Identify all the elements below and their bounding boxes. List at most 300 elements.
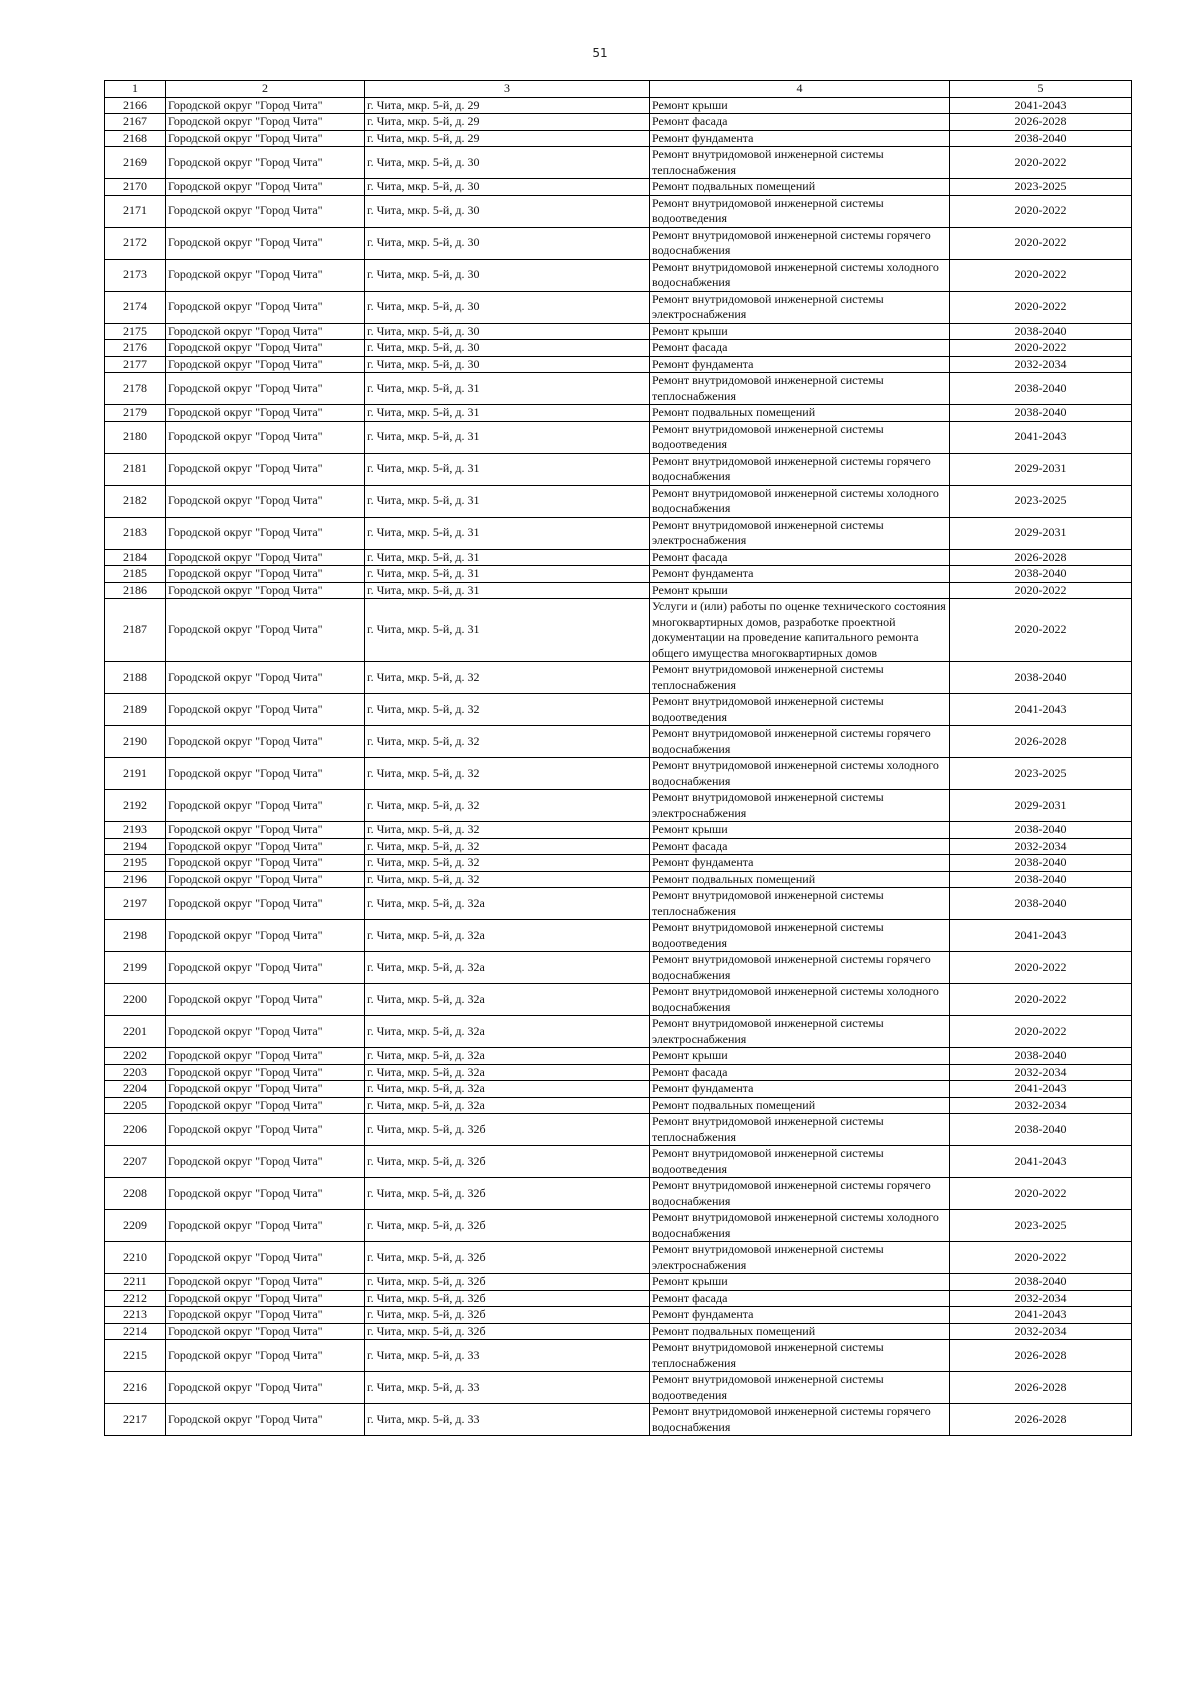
row-number: 2207 bbox=[105, 1146, 166, 1178]
row-number: 2188 bbox=[105, 662, 166, 694]
row-number: 2206 bbox=[105, 1114, 166, 1146]
work-type-cell: Ремонт внутридомовой инженерной системы холодного водоснабжения bbox=[650, 758, 950, 790]
municipality-cell: Городской округ "Город Чита" bbox=[166, 1274, 365, 1291]
table-row bbox=[105, 1323, 1132, 1340]
address-cell: г. Чита, мкр. 5-й, д. 30 bbox=[365, 291, 650, 323]
row-number: 2171 bbox=[105, 195, 166, 227]
row-number: 2168 bbox=[105, 130, 166, 147]
municipality-cell: Городской округ "Город Чита" bbox=[166, 1178, 365, 1210]
table-row bbox=[105, 694, 1132, 726]
table-row bbox=[105, 871, 1132, 888]
table-row bbox=[105, 179, 1132, 196]
column-header: 1 bbox=[105, 81, 166, 98]
municipality-cell: Городской округ "Город Чита" bbox=[166, 195, 365, 227]
work-type-cell: Ремонт фундамента bbox=[650, 130, 950, 147]
period-cell: 2020-2022 bbox=[950, 1178, 1132, 1210]
work-type-cell: Ремонт фундамента bbox=[650, 855, 950, 872]
municipality-cell: Городской округ "Город Чита" bbox=[166, 1340, 365, 1372]
row-number: 2184 bbox=[105, 549, 166, 566]
address-cell: г. Чита, мкр. 5-й, д. 30 bbox=[365, 195, 650, 227]
table-row bbox=[105, 114, 1132, 131]
period-cell: 2041-2043 bbox=[950, 694, 1132, 726]
table-body bbox=[105, 97, 1132, 1436]
period-cell: 2038-2040 bbox=[950, 1274, 1132, 1291]
work-type-cell: Ремонт внутридомовой инженерной системы электроснабжения bbox=[650, 1242, 950, 1274]
municipality-cell: Городской округ "Город Чита" bbox=[166, 1404, 365, 1436]
municipality-cell: Городской округ "Город Чита" bbox=[166, 984, 365, 1016]
row-number: 2208 bbox=[105, 1178, 166, 1210]
municipality-cell: Городской округ "Город Чита" bbox=[166, 1307, 365, 1324]
municipality-cell: Городской округ "Город Чита" bbox=[166, 1081, 365, 1098]
row-number: 2202 bbox=[105, 1048, 166, 1065]
row-number: 2177 bbox=[105, 356, 166, 373]
municipality-cell: Городской округ "Город Чита" bbox=[166, 340, 365, 357]
municipality-cell: Городской округ "Город Чита" bbox=[166, 1114, 365, 1146]
table-row bbox=[105, 726, 1132, 758]
municipality-cell: Городской округ "Город Чита" bbox=[166, 952, 365, 984]
table-row bbox=[105, 1097, 1132, 1114]
period-cell: 2020-2022 bbox=[950, 984, 1132, 1016]
municipality-cell: Городской округ "Город Чита" bbox=[166, 871, 365, 888]
address-cell: г. Чита, мкр. 5-й, д. 30 bbox=[365, 323, 650, 340]
period-cell: 2020-2022 bbox=[950, 1242, 1132, 1274]
period-cell: 2041-2043 bbox=[950, 920, 1132, 952]
row-number: 2211 bbox=[105, 1274, 166, 1291]
table-row bbox=[105, 599, 1132, 662]
work-type-cell: Ремонт фундамента bbox=[650, 356, 950, 373]
work-type-cell: Ремонт крыши bbox=[650, 582, 950, 599]
table-row bbox=[105, 1340, 1132, 1372]
row-number: 2198 bbox=[105, 920, 166, 952]
address-cell: г. Чита, мкр. 5-й, д. 32а bbox=[365, 984, 650, 1016]
address-cell: г. Чита, мкр. 5-й, д. 33 bbox=[365, 1340, 650, 1372]
work-type-cell: Ремонт внутридомовой инженерной системы водоотведения bbox=[650, 195, 950, 227]
work-type-cell: Ремонт крыши bbox=[650, 1048, 950, 1065]
row-number: 2196 bbox=[105, 871, 166, 888]
period-cell: 2032-2034 bbox=[950, 1064, 1132, 1081]
work-type-cell: Ремонт подвальных помещений bbox=[650, 179, 950, 196]
row-number: 2173 bbox=[105, 259, 166, 291]
period-cell: 2032-2034 bbox=[950, 356, 1132, 373]
address-cell: г. Чита, мкр. 5-й, д. 32а bbox=[365, 888, 650, 920]
row-number: 2209 bbox=[105, 1210, 166, 1242]
municipality-cell: Городской округ "Город Чита" bbox=[166, 130, 365, 147]
address-cell: г. Чита, мкр. 5-й, д. 32 bbox=[365, 855, 650, 872]
work-type-cell: Ремонт внутридомовой инженерной системы водоотведения bbox=[650, 1372, 950, 1404]
period-cell: 2038-2040 bbox=[950, 662, 1132, 694]
address-cell: г. Чита, мкр. 5-й, д. 32 bbox=[365, 726, 650, 758]
address-cell: г. Чита, мкр. 5-й, д. 32б bbox=[365, 1114, 650, 1146]
municipality-cell: Городской округ "Город Чита" bbox=[166, 726, 365, 758]
work-type-cell: Ремонт крыши bbox=[650, 97, 950, 114]
address-cell: г. Чита, мкр. 5-й, д. 31 bbox=[365, 421, 650, 453]
address-cell: г. Чита, мкр. 5-й, д. 33 bbox=[365, 1372, 650, 1404]
table-row bbox=[105, 195, 1132, 227]
period-cell: 2038-2040 bbox=[950, 373, 1132, 405]
table-row bbox=[105, 356, 1132, 373]
municipality-cell: Городской округ "Город Чита" bbox=[166, 1097, 365, 1114]
work-type-cell: Ремонт крыши bbox=[650, 822, 950, 839]
row-number: 2214 bbox=[105, 1323, 166, 1340]
table-row bbox=[105, 1210, 1132, 1242]
address-cell: г. Чита, мкр. 5-й, д. 31 bbox=[365, 517, 650, 549]
row-number: 2194 bbox=[105, 838, 166, 855]
row-number: 2216 bbox=[105, 1372, 166, 1404]
table-row bbox=[105, 1114, 1132, 1146]
municipality-cell: Городской округ "Город Чита" bbox=[166, 356, 365, 373]
municipality-cell: Городской округ "Город Чита" bbox=[166, 421, 365, 453]
municipality-cell: Городской округ "Город Чита" bbox=[166, 259, 365, 291]
period-cell: 2020-2022 bbox=[950, 147, 1132, 179]
row-number: 2203 bbox=[105, 1064, 166, 1081]
address-cell: г. Чита, мкр. 5-й, д. 32а bbox=[365, 1048, 650, 1065]
period-cell: 2038-2040 bbox=[950, 871, 1132, 888]
row-number: 2191 bbox=[105, 758, 166, 790]
row-number: 2192 bbox=[105, 790, 166, 822]
table-row bbox=[105, 566, 1132, 583]
table-row bbox=[105, 147, 1132, 179]
table-row bbox=[105, 1048, 1132, 1065]
address-cell: г. Чита, мкр. 5-й, д. 31 bbox=[365, 485, 650, 517]
row-number: 2167 bbox=[105, 114, 166, 131]
address-cell: г. Чита, мкр. 5-й, д. 32 bbox=[365, 694, 650, 726]
row-number: 2176 bbox=[105, 340, 166, 357]
table-row bbox=[105, 822, 1132, 839]
period-cell: 2029-2031 bbox=[950, 517, 1132, 549]
municipality-cell: Городской округ "Город Чита" bbox=[166, 485, 365, 517]
table-row bbox=[105, 1372, 1132, 1404]
municipality-cell: Городской округ "Город Чита" bbox=[166, 758, 365, 790]
table-row bbox=[105, 582, 1132, 599]
work-type-cell: Ремонт внутридомовой инженерной системы теплоснабжения bbox=[650, 1114, 950, 1146]
row-number: 2195 bbox=[105, 855, 166, 872]
table-row bbox=[105, 952, 1132, 984]
address-cell: г. Чита, мкр. 5-й, д. 32 bbox=[365, 822, 650, 839]
address-cell: г. Чита, мкр. 5-й, д. 31 bbox=[365, 566, 650, 583]
period-cell: 2038-2040 bbox=[950, 130, 1132, 147]
municipality-cell: Городской округ "Город Чита" bbox=[166, 822, 365, 839]
period-cell: 2020-2022 bbox=[950, 582, 1132, 599]
work-type-cell: Ремонт фундамента bbox=[650, 1307, 950, 1324]
work-type-cell: Ремонт фасада bbox=[650, 1064, 950, 1081]
municipality-cell: Городской округ "Город Чита" bbox=[166, 920, 365, 952]
period-cell: 2020-2022 bbox=[950, 227, 1132, 259]
row-number: 2180 bbox=[105, 421, 166, 453]
address-cell: г. Чита, мкр. 5-й, д. 29 bbox=[365, 97, 650, 114]
work-type-cell: Ремонт фасада bbox=[650, 1290, 950, 1307]
municipality-cell: Городской округ "Город Чита" bbox=[166, 147, 365, 179]
address-cell: г. Чита, мкр. 5-й, д. 32 bbox=[365, 662, 650, 694]
row-number: 2170 bbox=[105, 179, 166, 196]
table-row bbox=[105, 291, 1132, 323]
row-number: 2190 bbox=[105, 726, 166, 758]
municipality-cell: Городской округ "Город Чита" bbox=[166, 1323, 365, 1340]
address-cell: г. Чита, мкр. 5-й, д. 32 bbox=[365, 871, 650, 888]
address-cell: г. Чита, мкр. 5-й, д. 30 bbox=[365, 259, 650, 291]
municipality-cell: Городской округ "Город Чита" bbox=[166, 1242, 365, 1274]
municipality-cell: Городской округ "Город Чита" bbox=[166, 453, 365, 485]
page-number: 51 bbox=[592, 46, 608, 60]
address-cell: г. Чита, мкр. 5-й, д. 32б bbox=[365, 1242, 650, 1274]
table-row bbox=[105, 453, 1132, 485]
work-type-cell: Ремонт внутридомовой инженерной системы теплоснабжения bbox=[650, 662, 950, 694]
municipality-cell: Городской округ "Город Чита" bbox=[166, 1016, 365, 1048]
table-row bbox=[105, 549, 1132, 566]
work-type-cell: Ремонт внутридомовой инженерной системы электроснабжения bbox=[650, 291, 950, 323]
work-type-cell: Ремонт внутридомовой инженерной системы водоотведения bbox=[650, 1146, 950, 1178]
municipality-cell: Городской округ "Город Чита" bbox=[166, 1210, 365, 1242]
column-number-row bbox=[105, 81, 1132, 98]
address-cell: г. Чита, мкр. 5-й, д. 30 bbox=[365, 147, 650, 179]
work-type-cell: Услуги и (или) работы по оценке технического состояния многоквартирных домов, разработке проектной документации на проведение капитального ремонта общего имущества многоквартирных домов bbox=[650, 599, 950, 662]
municipality-cell: Городской округ "Город Чита" bbox=[166, 582, 365, 599]
table-row bbox=[105, 662, 1132, 694]
row-number: 2215 bbox=[105, 1340, 166, 1372]
work-type-cell: Ремонт внутридомовой инженерной системы водоотведения bbox=[650, 920, 950, 952]
work-type-cell: Ремонт внутридомовой инженерной системы горячего водоснабжения bbox=[650, 227, 950, 259]
municipality-cell: Городской округ "Город Чита" bbox=[166, 855, 365, 872]
row-number: 2182 bbox=[105, 485, 166, 517]
work-type-cell: Ремонт подвальных помещений bbox=[650, 1097, 950, 1114]
table-row bbox=[105, 97, 1132, 114]
address-cell: г. Чита, мкр. 5-й, д. 33 bbox=[365, 1404, 650, 1436]
address-cell: г. Чита, мкр. 5-й, д. 30 bbox=[365, 356, 650, 373]
period-cell: 2038-2040 bbox=[950, 855, 1132, 872]
period-cell: 2038-2040 bbox=[950, 566, 1132, 583]
row-number: 2174 bbox=[105, 291, 166, 323]
address-cell: г. Чита, мкр. 5-й, д. 30 bbox=[365, 179, 650, 196]
row-number: 2213 bbox=[105, 1307, 166, 1324]
address-cell: г. Чита, мкр. 5-й, д. 31 bbox=[365, 549, 650, 566]
period-cell: 2038-2040 bbox=[950, 405, 1132, 422]
work-type-cell: Ремонт внутридомовой инженерной системы теплоснабжения bbox=[650, 1340, 950, 1372]
period-cell: 2041-2043 bbox=[950, 97, 1132, 114]
address-cell: г. Чита, мкр. 5-й, д. 32 bbox=[365, 790, 650, 822]
municipality-cell: Городской округ "Город Чита" bbox=[166, 405, 365, 422]
table-row bbox=[105, 130, 1132, 147]
municipality-cell: Городской округ "Город Чита" bbox=[166, 227, 365, 259]
period-cell: 2023-2025 bbox=[950, 1210, 1132, 1242]
work-type-cell: Ремонт внутридомовой инженерной системы электроснабжения bbox=[650, 517, 950, 549]
address-cell: г. Чита, мкр. 5-й, д. 32а bbox=[365, 920, 650, 952]
table-row bbox=[105, 790, 1132, 822]
row-number: 2175 bbox=[105, 323, 166, 340]
municipality-cell: Городской округ "Город Чита" bbox=[166, 291, 365, 323]
period-cell: 2032-2034 bbox=[950, 1323, 1132, 1340]
period-cell: 2029-2031 bbox=[950, 453, 1132, 485]
period-cell: 2041-2043 bbox=[950, 421, 1132, 453]
work-type-cell: Ремонт крыши bbox=[650, 323, 950, 340]
period-cell: 2023-2025 bbox=[950, 758, 1132, 790]
table-row bbox=[105, 758, 1132, 790]
row-number: 2186 bbox=[105, 582, 166, 599]
table-row bbox=[105, 421, 1132, 453]
address-cell: г. Чита, мкр. 5-й, д. 32б bbox=[365, 1307, 650, 1324]
address-cell: г. Чита, мкр. 5-й, д. 32а bbox=[365, 1081, 650, 1098]
address-cell: г. Чита, мкр. 5-й, д. 32а bbox=[365, 1064, 650, 1081]
work-type-cell: Ремонт фасада bbox=[650, 838, 950, 855]
address-cell: г. Чита, мкр. 5-й, д. 32б bbox=[365, 1178, 650, 1210]
municipality-cell: Городской округ "Город Чита" bbox=[166, 1146, 365, 1178]
row-number: 2172 bbox=[105, 227, 166, 259]
table-row bbox=[105, 373, 1132, 405]
row-number: 2179 bbox=[105, 405, 166, 422]
municipality-cell: Городской округ "Город Чита" bbox=[166, 566, 365, 583]
work-type-cell: Ремонт внутридомовой инженерной системы холодного водоснабжения bbox=[650, 485, 950, 517]
table-row bbox=[105, 838, 1132, 855]
period-cell: 2020-2022 bbox=[950, 195, 1132, 227]
address-cell: г. Чита, мкр. 5-й, д. 32 bbox=[365, 838, 650, 855]
municipality-cell: Городской округ "Город Чита" bbox=[166, 790, 365, 822]
capital-repair-table bbox=[104, 80, 1132, 1436]
work-type-cell: Ремонт внутридомовой инженерной системы теплоснабжения bbox=[650, 147, 950, 179]
period-cell: 2032-2034 bbox=[950, 1290, 1132, 1307]
period-cell: 2020-2022 bbox=[950, 259, 1132, 291]
work-type-cell: Ремонт крыши bbox=[650, 1274, 950, 1291]
work-type-cell: Ремонт подвальных помещений bbox=[650, 871, 950, 888]
municipality-cell: Городской округ "Город Чита" bbox=[166, 838, 365, 855]
period-cell: 2038-2040 bbox=[950, 1114, 1132, 1146]
period-cell: 2026-2028 bbox=[950, 549, 1132, 566]
table-row bbox=[105, 1242, 1132, 1274]
work-type-cell: Ремонт внутридомовой инженерной системы горячего водоснабжения bbox=[650, 1404, 950, 1436]
work-type-cell: Ремонт внутридомовой инженерной системы водоотведения bbox=[650, 694, 950, 726]
work-type-cell: Ремонт подвальных помещений bbox=[650, 405, 950, 422]
address-cell: г. Чита, мкр. 5-й, д. 31 bbox=[365, 373, 650, 405]
address-cell: г. Чита, мкр. 5-й, д. 32б bbox=[365, 1290, 650, 1307]
municipality-cell: Городской округ "Город Чита" bbox=[166, 549, 365, 566]
period-cell: 2026-2028 bbox=[950, 1404, 1132, 1436]
table-row bbox=[105, 1016, 1132, 1048]
address-cell: г. Чита, мкр. 5-й, д. 32б bbox=[365, 1323, 650, 1340]
period-cell: 2041-2043 bbox=[950, 1307, 1132, 1324]
work-type-cell: Ремонт фасада bbox=[650, 340, 950, 357]
work-type-cell: Ремонт фасада bbox=[650, 114, 950, 131]
row-number: 2200 bbox=[105, 984, 166, 1016]
table-row bbox=[105, 1064, 1132, 1081]
work-type-cell: Ремонт фасада bbox=[650, 549, 950, 566]
row-number: 2185 bbox=[105, 566, 166, 583]
work-type-cell: Ремонт внутридомовой инженерной системы электроснабжения bbox=[650, 1016, 950, 1048]
period-cell: 2041-2043 bbox=[950, 1081, 1132, 1098]
table-row bbox=[105, 1178, 1132, 1210]
row-number: 2199 bbox=[105, 952, 166, 984]
work-type-cell: Ремонт подвальных помещений bbox=[650, 1323, 950, 1340]
row-number: 2193 bbox=[105, 822, 166, 839]
period-cell: 2026-2028 bbox=[950, 726, 1132, 758]
table-row bbox=[105, 1404, 1132, 1436]
row-number: 2183 bbox=[105, 517, 166, 549]
row-number: 2205 bbox=[105, 1097, 166, 1114]
table-row bbox=[105, 405, 1132, 422]
row-number: 2197 bbox=[105, 888, 166, 920]
table-row bbox=[105, 855, 1132, 872]
address-cell: г. Чита, мкр. 5-й, д. 29 bbox=[365, 130, 650, 147]
address-cell: г. Чита, мкр. 5-й, д. 29 bbox=[365, 114, 650, 131]
period-cell: 2023-2025 bbox=[950, 485, 1132, 517]
municipality-cell: Городской округ "Город Чита" bbox=[166, 373, 365, 405]
row-number: 2178 bbox=[105, 373, 166, 405]
municipality-cell: Городской округ "Город Чита" bbox=[166, 1064, 365, 1081]
period-cell: 2026-2028 bbox=[950, 1372, 1132, 1404]
table-row bbox=[105, 517, 1132, 549]
work-type-cell: Ремонт внутридомовой инженерной системы теплоснабжения bbox=[650, 373, 950, 405]
address-cell: г. Чита, мкр. 5-й, д. 32а bbox=[365, 1097, 650, 1114]
row-number: 2187 bbox=[105, 599, 166, 662]
municipality-cell: Городской округ "Город Чита" bbox=[166, 599, 365, 662]
row-number: 2181 bbox=[105, 453, 166, 485]
municipality-cell: Городской округ "Город Чита" bbox=[166, 662, 365, 694]
work-type-cell: Ремонт фундамента bbox=[650, 1081, 950, 1098]
address-cell: г. Чита, мкр. 5-й, д. 32а bbox=[365, 952, 650, 984]
address-cell: г. Чита, мкр. 5-й, д. 32б bbox=[365, 1146, 650, 1178]
row-number: 2166 bbox=[105, 97, 166, 114]
table-row bbox=[105, 485, 1132, 517]
period-cell: 2020-2022 bbox=[950, 340, 1132, 357]
address-cell: г. Чита, мкр. 5-й, д. 30 bbox=[365, 340, 650, 357]
address-cell: г. Чита, мкр. 5-й, д. 32б bbox=[365, 1274, 650, 1291]
municipality-cell: Городской округ "Город Чита" bbox=[166, 694, 365, 726]
period-cell: 2038-2040 bbox=[950, 1048, 1132, 1065]
table-row bbox=[105, 340, 1132, 357]
work-type-cell: Ремонт внутридомовой инженерной системы холодного водоснабжения bbox=[650, 984, 950, 1016]
period-cell: 2038-2040 bbox=[950, 323, 1132, 340]
table-row bbox=[105, 323, 1132, 340]
municipality-cell: Городской округ "Город Чита" bbox=[166, 114, 365, 131]
period-cell: 2020-2022 bbox=[950, 952, 1132, 984]
table-row bbox=[105, 227, 1132, 259]
row-number: 2217 bbox=[105, 1404, 166, 1436]
work-type-cell: Ремонт внутридомовой инженерной системы горячего водоснабжения bbox=[650, 726, 950, 758]
work-type-cell: Ремонт внутридомовой инженерной системы холодного водоснабжения bbox=[650, 1210, 950, 1242]
period-cell: 2032-2034 bbox=[950, 838, 1132, 855]
row-number: 2204 bbox=[105, 1081, 166, 1098]
address-cell: г. Чита, мкр. 5-й, д. 32б bbox=[365, 1210, 650, 1242]
municipality-cell: Городской округ "Город Чита" bbox=[166, 1290, 365, 1307]
period-cell: 2020-2022 bbox=[950, 291, 1132, 323]
address-cell: г. Чита, мкр. 5-й, д. 31 bbox=[365, 453, 650, 485]
period-cell: 2020-2022 bbox=[950, 599, 1132, 662]
table-row bbox=[105, 920, 1132, 952]
period-cell: 2041-2043 bbox=[950, 1146, 1132, 1178]
municipality-cell: Городской округ "Город Чита" bbox=[166, 1048, 365, 1065]
row-number: 2189 bbox=[105, 694, 166, 726]
column-header: 2 bbox=[166, 81, 365, 98]
period-cell: 2026-2028 bbox=[950, 114, 1132, 131]
row-number: 2212 bbox=[105, 1290, 166, 1307]
work-type-cell: Ремонт внутридомовой инженерной системы горячего водоснабжения bbox=[650, 453, 950, 485]
period-cell: 2038-2040 bbox=[950, 888, 1132, 920]
work-type-cell: Ремонт внутридомовой инженерной системы холодного водоснабжения bbox=[650, 259, 950, 291]
address-cell: г. Чита, мкр. 5-й, д. 30 bbox=[365, 227, 650, 259]
address-cell: г. Чита, мкр. 5-й, д. 32а bbox=[365, 1016, 650, 1048]
address-cell: г. Чита, мкр. 5-й, д. 31 bbox=[365, 599, 650, 662]
work-type-cell: Ремонт внутридомовой инженерной системы горячего водоснабжения bbox=[650, 952, 950, 984]
table-row bbox=[105, 984, 1132, 1016]
work-type-cell: Ремонт внутридомовой инженерной системы теплоснабжения bbox=[650, 888, 950, 920]
period-cell: 2038-2040 bbox=[950, 822, 1132, 839]
work-type-cell: Ремонт внутридомовой инженерной системы водоотведения bbox=[650, 421, 950, 453]
column-header: 5 bbox=[950, 81, 1132, 98]
table-row bbox=[105, 1307, 1132, 1324]
municipality-cell: Городской округ "Город Чита" bbox=[166, 517, 365, 549]
municipality-cell: Городской округ "Город Чита" bbox=[166, 323, 365, 340]
table-row bbox=[105, 1290, 1132, 1307]
row-number: 2210 bbox=[105, 1242, 166, 1274]
period-cell: 2023-2025 bbox=[950, 179, 1132, 196]
table-row bbox=[105, 1146, 1132, 1178]
address-cell: г. Чита, мкр. 5-й, д. 31 bbox=[365, 405, 650, 422]
